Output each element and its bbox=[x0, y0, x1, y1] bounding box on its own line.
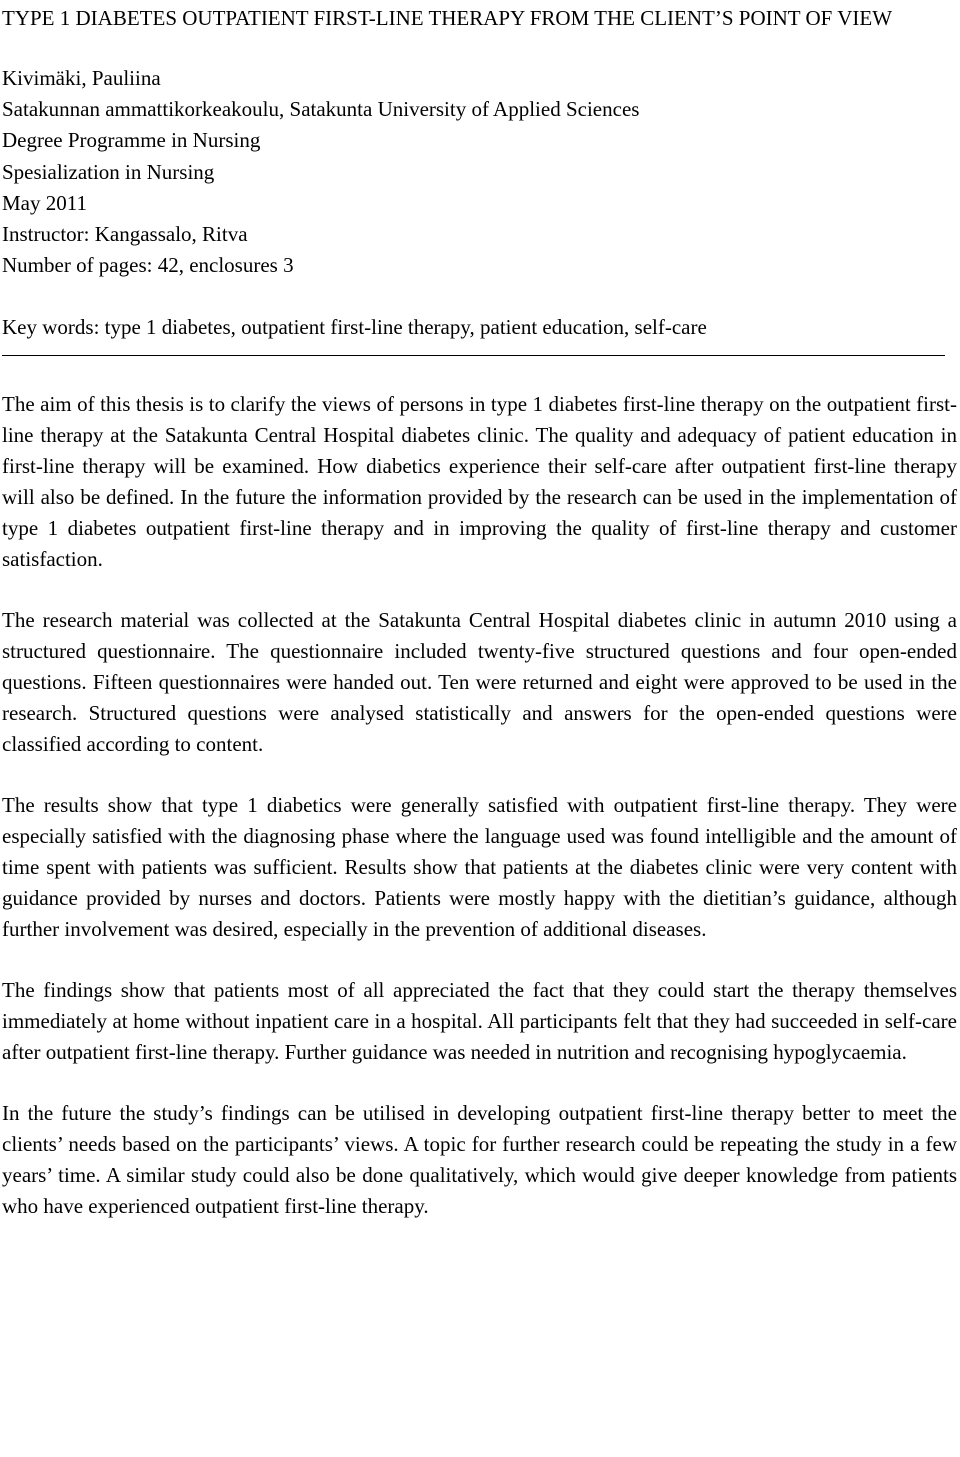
abstract-paragraph-method: The research material was collected at the Satakunta Central Hospital diabetes clinic in autumn 2010 using a structured questionnaire. The questionnaire included twenty-five structured questions and four open-ended questions. Fifteen questionnaires were handed out. Ten were returned and eight were approved to be used in the research. Structured questions were analysed statistically and answers for the open-ended questions were classified according to content. bbox=[2, 608, 957, 757]
author-name: Kivimäki, Pauliina bbox=[2, 66, 161, 90]
date: May 2011 bbox=[2, 190, 87, 215]
page-count: Number of pages: 42, enclosures 3 bbox=[2, 253, 294, 278]
abstract-paragraph-findings: The findings show that patients most of all appreciated the fact that they could start the therapy themselves immediately at home without inpatient care in a hospital. All participants felt that they had succeeded in self-care after outpatient first-line therapy. Further guidance was needed in nutrition and recognising hypoglycaemia. bbox=[2, 978, 957, 1065]
abstract-body bbox=[2, 389, 957, 1222]
document-page bbox=[2, 0, 957, 1252]
institution: Satakunnan ammattikorkeakoulu, Satakunta University of Applied Sciences bbox=[2, 97, 640, 122]
keywords-line: Key words: type 1 diabetes, outpatient first-line therapy, patient education, self-care bbox=[2, 315, 707, 340]
abstract-paragraph-results: The results show that type 1 diabetics were generally satisfied with outpatient first-line therapy. They were especially satisfied with the diagnosing phase where the language used was found intelligible and the amount of time spent with patients was sufficient. Results show that patients at the diabetes clinic were very content with guidance provided by nurses and doctors. Patients were mostly happy with the dietitian’s guidance, although further involvement was desired, especially in the prevention of additional diseases. bbox=[2, 793, 957, 942]
document-title: TYPE 1 DIABETES OUTPATIENT FIRST-LINE THERAPY FROM THE CLIENT’S POINT OF VIEW bbox=[2, 6, 893, 30]
thesis-metadata bbox=[2, 63, 957, 281]
specialization: Spesialization in Nursing bbox=[2, 159, 215, 184]
abstract-paragraph-future: In the future the study’s findings can be utilised in developing outpatient first-line therapy better to meet the clients’ needs based on the participants’ views. A topic for further research could be repeating the study in a few years’ time. A similar study could also be done qualitatively, which would give deeper knowledge from patients who have experienced outpatient first-line therapy. bbox=[2, 1101, 957, 1219]
degree-programme: Degree Programme in Nursing bbox=[2, 128, 261, 153]
section-divider bbox=[2, 355, 945, 356]
abstract-paragraph-aim: The aim of this thesis is to clarify the views of persons in type 1 diabetes first-line therapy on the outpatient first-line therapy at the Satakunta Central Hospital diabetes clinic. The quality and adequacy of patient education in first-line therapy will be examined. How diabetics experience their self-care after outpatient first-line therapy will also be defined. In the future the information provided by the research can be used in the implementation of type 1 diabetes outpatient first-line therapy and in improving the quality of first-line therapy and customer satisfaction. bbox=[2, 392, 957, 572]
instructor: Instructor: Kangassalo, Ritva bbox=[2, 222, 248, 247]
